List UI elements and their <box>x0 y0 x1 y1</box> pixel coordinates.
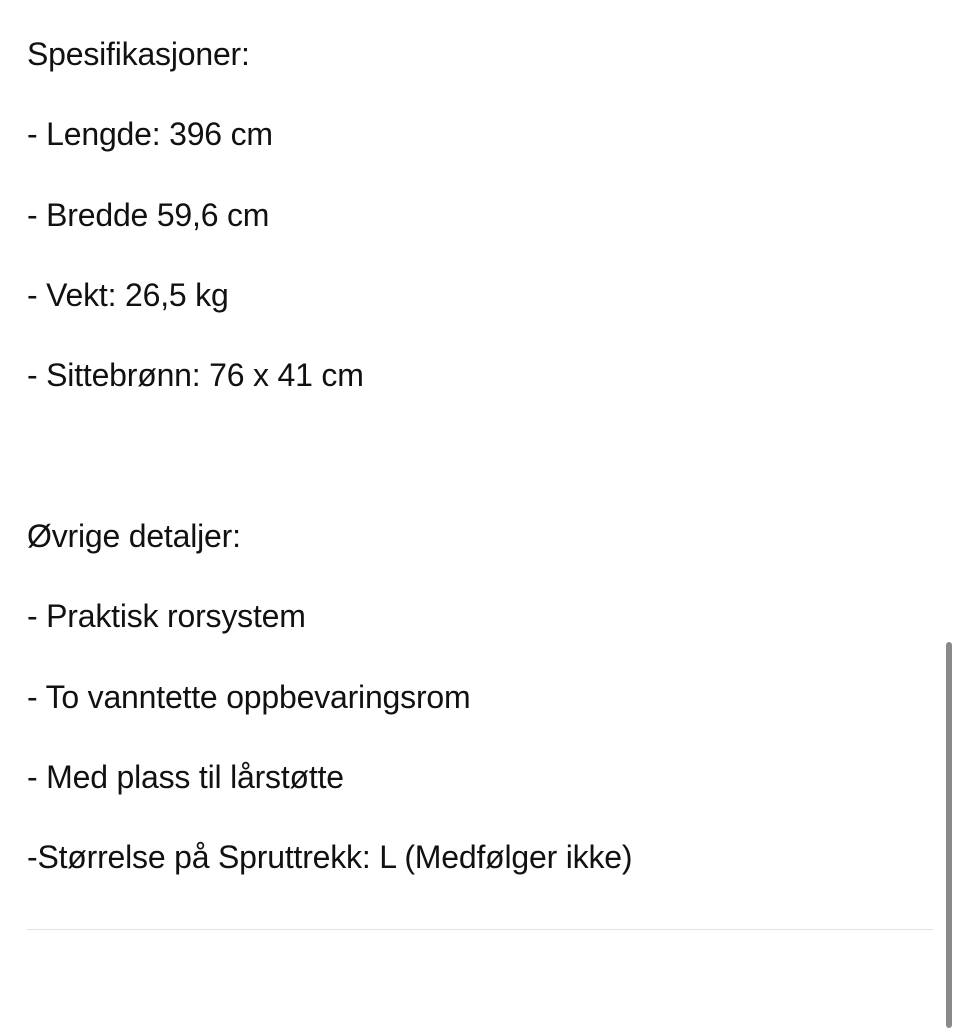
detail-spray-skirt: -Størrelse på Spruttrekk: L (Medfølger ikke) <box>27 839 633 875</box>
spec-width: - Bredde 59,6 cm <box>27 197 270 233</box>
detail-rudder: - Praktisk rorsystem <box>27 598 306 634</box>
section-divider <box>27 929 933 930</box>
scrollbar[interactable] <box>946 642 952 1028</box>
specifications-heading: Spesifikasjoner: <box>27 36 250 72</box>
spec-length: - Lengde: 396 cm <box>27 116 273 152</box>
spec-cockpit: - Sittebrønn: 76 x 41 cm <box>27 357 364 393</box>
detail-thigh-brace: - Med plass til lårstøtte <box>27 759 344 795</box>
detail-storage: - To vanntette oppbevaringsrom <box>27 679 471 715</box>
other-details-heading: Øvrige detaljer: <box>27 518 241 554</box>
spec-weight: - Vekt: 26,5 kg <box>27 277 229 313</box>
